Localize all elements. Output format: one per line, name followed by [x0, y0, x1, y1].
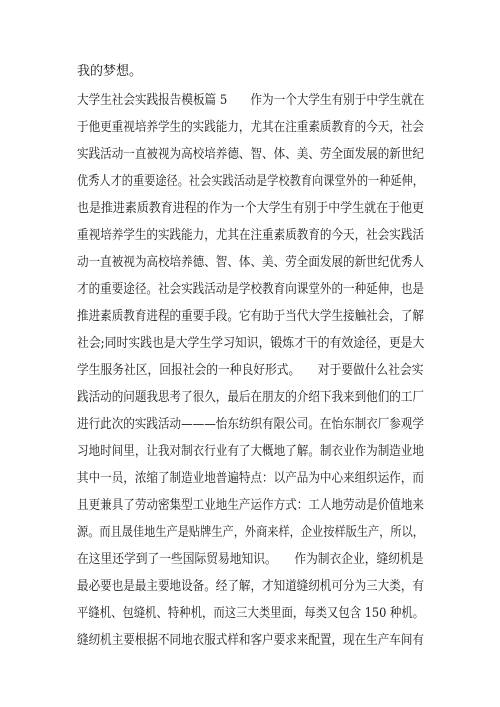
- text-line: 最必要也是最主要地设备。经了解，才知道缝纫机可分为三大类，有: [77, 579, 424, 594]
- text-line: 学生服务社区，回报社会的一种良好形式。 对于要做什么社会实: [77, 363, 424, 378]
- text-line: 大学生社会实践报告模板篇 5 作为一个大学生有别于中学生就在: [77, 93, 425, 108]
- text-line: 我的梦想。: [77, 64, 143, 79]
- text-line: 在这里还学到了一些国际贸易地知识。 作为制衣企业，缝纫机是: [77, 552, 424, 567]
- text-line: 实践活动一直被视为高校培养德、智、体、美、劳全面发展的新世纪: [77, 147, 424, 162]
- text-line: 其中一员，浓缩了制造业地普遍特点：以产品为中心来组织运作，而: [77, 471, 424, 486]
- text-line: 才的重要途径。社会实践活动是学校教育向课堂外的一种延伸，也是: [77, 282, 424, 297]
- text-line: 习地时间里，让我对制衣行业有了大概地了解。制衣业作为制造业地: [77, 444, 424, 459]
- text-line: 缝纫机主要根据不同地衣服式样和客户要求来配置，现在生产车间有: [77, 633, 424, 648]
- text-line: 进行此次的实践活动———怡东纺织有限公司。在怡东制衣厂参观学: [77, 417, 424, 432]
- text-line: 推进素质教育进程的重要手段。它有助于当代大学生接触社会，了解: [77, 309, 424, 324]
- text-line: 平缝机、包缝机、特种机，而这三大类里面，每类又包含 150 种机。: [77, 606, 425, 621]
- text-line: 于他更重视培养学生的实践能力，尤其在注重素质教育的今天，社会: [77, 120, 424, 135]
- text-line: 优秀人才的重要途径。社会实践活动是学校教育向课堂外的一种延伸，: [77, 174, 424, 189]
- text-line: 也是推进素质教育进程的作为一个大学生有别于中学生就在于他更: [77, 201, 425, 216]
- text-line: 且更兼具了劳动密集型工业地生产运作方式：工人地劳动是价值地来: [77, 498, 424, 513]
- text-line: 社会;同时实践也是大学生学习知识，锻炼才干的有效途径，更是大: [77, 336, 425, 351]
- text-line: 动一直被视为高校培养德、智、体、美、劳全面发展的新世纪优秀人: [77, 255, 424, 270]
- text-line: 重视培养学生的实践能力，尤其在注重素质教育的今天，社会实践活: [77, 228, 424, 243]
- text-line: 践活动的问题我思考了很久，最后在朋友的介绍下我来到他们的工厂: [77, 390, 424, 405]
- text-line: 源。而且晟佳地生产是贴牌生产，外商来样，企业按样版生产，所以，: [77, 525, 424, 540]
